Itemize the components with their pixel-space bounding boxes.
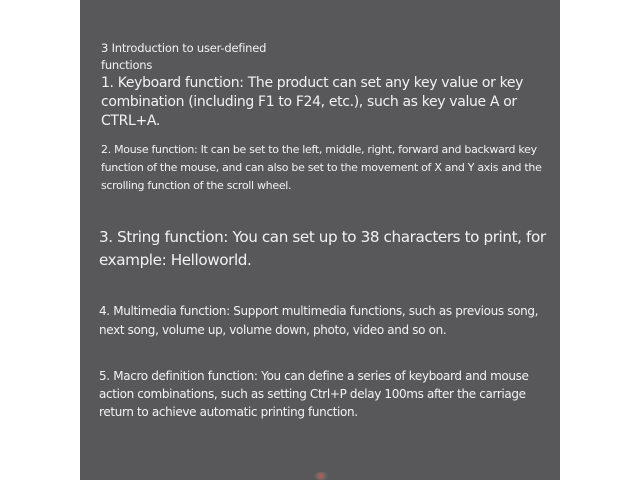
macro-function-text: 5. Macro definition function: You can define a series of keyboard and mouse action combinations, such as setting Ctrl+P delay 100ms after the carriage return to achieve automatic printing function. — [99, 369, 529, 419]
string-function-text: 3. String function: You can set up to 38 characters to print, for example: Helloworld. — [99, 228, 546, 269]
keyboard-function-text: 1. Keyboard function: The product can set any key value or key combination (including F1 to F24, etc.), such as key value A or CTRL+A. — [101, 75, 524, 129]
content-panel — [80, 0, 560, 480]
mouse-function-text: 2. Mouse function: It can be set to the left, middle, right, forward and backward key function of the mouse, and can also be set to the movement of X and Y axis and the scrolling function of the scroll wheel. — [101, 143, 542, 192]
section-heading: 3 Introduction to user-defined functions — [101, 41, 267, 72]
light-glare-decoration — [314, 472, 328, 480]
multimedia-function-text: 4. Multimedia function: Support multimedia functions, such as previous song, next song, volume up, volume down, photo, video and so on. — [99, 304, 539, 337]
